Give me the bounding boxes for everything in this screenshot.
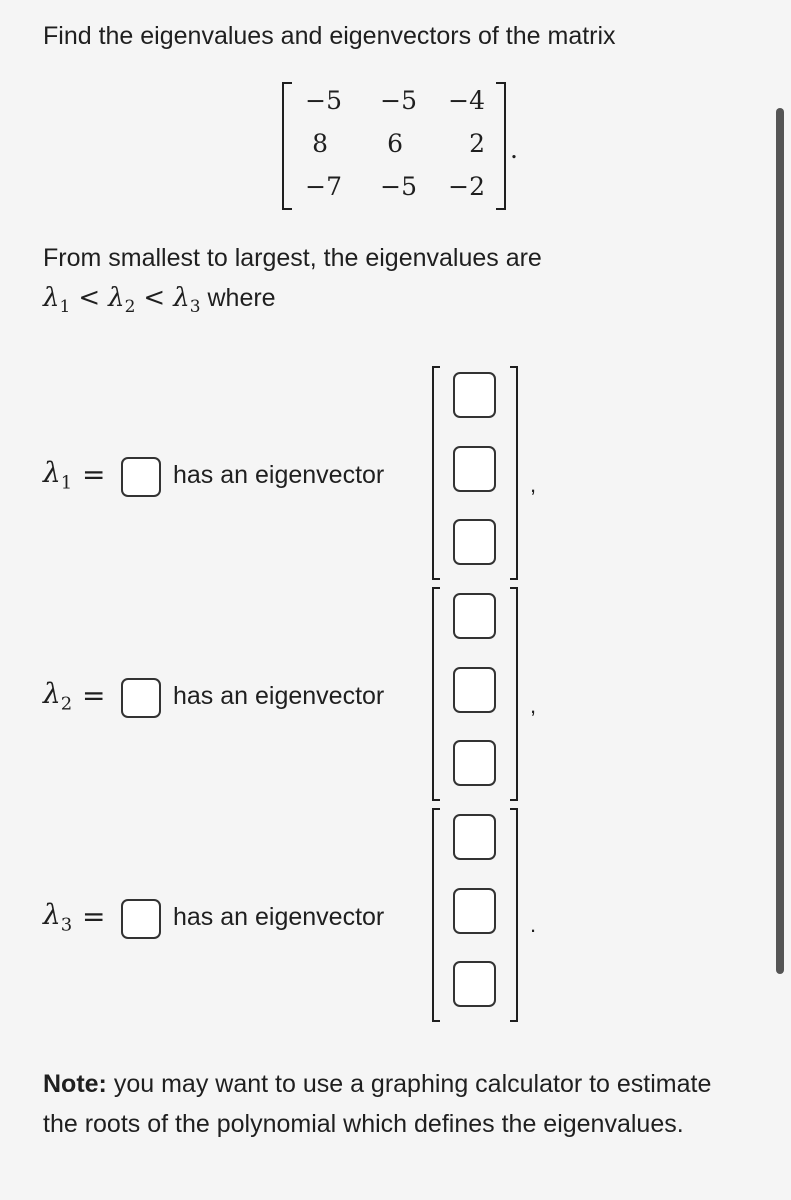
eigenvector-3 [432, 808, 518, 1022]
matrix-cell-1-1: −5 [305, 86, 342, 115]
eigenvector-2-component-1[interactable] [453, 593, 496, 639]
eigenvector-text-2: has an eigenvector [173, 682, 385, 710]
matrix-cell-2-2: 6 [387, 129, 403, 158]
vector-1-left-bracket [432, 366, 440, 580]
lambda-2-label: $\lambda_2$ [43, 677, 73, 715]
matrix-right-bracket [496, 82, 506, 210]
note-body: you may want to use a graphing calculator to estimate the roots of the polynomial which defines the eigenvalues. [43, 1070, 712, 1138]
eigenvector-1-component-3[interactable] [453, 519, 496, 565]
equals-sign-1: = [82, 458, 106, 491]
vector-3-right-bracket [510, 808, 518, 1022]
equals-sign-3: = [82, 900, 106, 933]
matrix-cell-3-1: −7 [305, 172, 342, 201]
eigenvector-3-component-1[interactable] [453, 814, 496, 860]
problem-statement: Find the eigenvalues and eigenvectors of the matrix [43, 22, 616, 50]
vector-2-left-bracket [432, 587, 440, 801]
eigenvector-3-component-2[interactable] [453, 888, 496, 934]
note-label: Note: [43, 1070, 107, 1098]
vector-2-right-bracket [510, 587, 518, 801]
scrollbar[interactable] [776, 108, 784, 974]
eigenvector-text-3: has an eigenvector [173, 903, 385, 931]
eigenvector-1-component-1[interactable] [453, 372, 496, 418]
matrix-cell-2-1: 8 [312, 129, 328, 158]
matrix-cell-3-2: −5 [380, 172, 417, 201]
vector-1-right-bracket [510, 366, 518, 580]
matrix-cell-3-3: −2 [448, 172, 485, 201]
eigenvalue-3-input[interactable] [121, 899, 161, 939]
eigenvector-3-component-3[interactable] [453, 961, 496, 1007]
lambda-1-label: $\lambda_1$ [43, 456, 73, 494]
matrix-cell-1-2: −5 [380, 86, 417, 115]
eigenvector-1 [432, 366, 518, 580]
lambda-3-label: $\lambda_3$ [43, 898, 73, 936]
given-matrix [282, 80, 518, 210]
where-text: where [207, 284, 276, 312]
ordering-inequality: $\lambda_1 < \lambda_2 < \lambda_3$ where [43, 283, 276, 318]
separator-period: . [530, 912, 537, 937]
eigenvalue-1-input[interactable] [121, 457, 161, 497]
eigenvector-text-1: has an eigenvector [173, 461, 385, 489]
eigenvector-2-component-2[interactable] [453, 667, 496, 713]
matrix-period: . [510, 135, 518, 164]
ordering-text: From smallest to largest, the eigenvalues are [43, 244, 542, 272]
eigenvector-1-component-2[interactable] [453, 446, 496, 492]
separator-comma-2: , [530, 693, 537, 718]
matrix-cell-2-3: 2 [469, 129, 485, 158]
separator-comma-1: , [530, 472, 537, 497]
equals-sign-2: = [82, 679, 106, 712]
matrix-cell-1-3: −4 [448, 86, 485, 115]
eigenvector-2 [432, 587, 518, 801]
note-text [43, 1064, 743, 1144]
eigenvalue-2-input[interactable] [121, 678, 161, 718]
vector-3-left-bracket [432, 808, 440, 1022]
eigenvector-2-component-3[interactable] [453, 740, 496, 786]
